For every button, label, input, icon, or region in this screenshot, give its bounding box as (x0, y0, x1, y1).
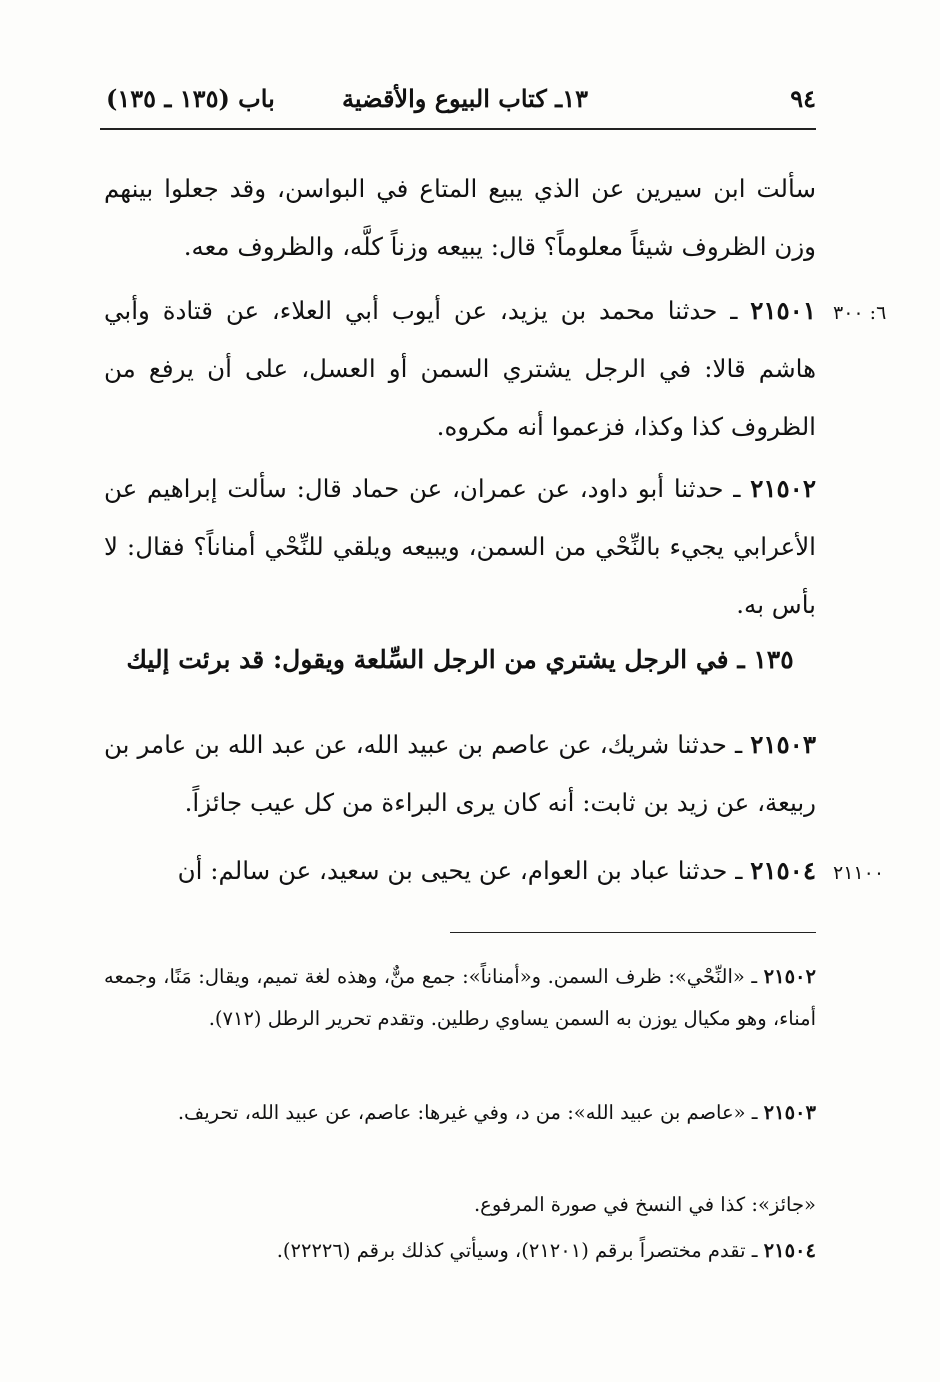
hadith-21503 (104, 716, 816, 832)
section-title: ١٣٥ ـ في الرجل يشتري من الرجل السِّلعة ويقول: قد برئت إليك (126, 645, 794, 674)
footnote-text: «جائز»: كذا في النسخ في صورة المرفوع. (473, 1193, 816, 1216)
page-header (100, 84, 816, 124)
footnote-rule (450, 932, 816, 933)
footnote (104, 1230, 816, 1272)
header-rule (100, 128, 816, 130)
paragraph-text: ـ حدثنا عباد بن العوام، عن يحيى بن سعيد، عن سالم: أن (177, 856, 751, 885)
book-title: ١٣ـ كتاب البيوع والأقضية (342, 84, 588, 113)
hadith-number: ٢١٥٠٣ (750, 730, 816, 759)
footnote-number: ٢١٥٠٣ (763, 1101, 816, 1124)
footnote-text: ـ «عاصم بن عبيد الله»: من د، وفي غيرها: عاصم، عن عبيد الله، تحريف. (177, 1101, 764, 1124)
paragraph-text: ـ حدثنا أبو داود، عن عمران، عن حماد قال: سألت إبراهيم عن الأعرابي يجيء بالنِّحْي من السمن، ويبيعه ويلقي للنِّحْي أمناناً؟ فقال: لا بأس به. (104, 474, 816, 619)
footnote-text: ـ تقدم مختصراً برقم (٢١٢٠١)، وسيأتي كذلك برقم (٢٢٢٢٦). (276, 1239, 764, 1262)
hadith-21504 (104, 842, 816, 900)
hadith-number: ٢١٥٠١ (750, 296, 816, 325)
margin-reference: ٦: ٣٠٠ (833, 302, 887, 324)
footnote-number: ٢١٥٠٢ (763, 965, 816, 988)
paragraph-text: سألت ابن سيرين عن الذي يبيع المتاع في البواسن، وقد جعلوا بينهم وزن الظروف شيئاً معلوماً؟ قال: يبيعه وزناً كلَّه، والظروف معه. (104, 174, 816, 261)
footnote-number: ٢١٥٠٤ (763, 1239, 816, 1262)
footnote (104, 956, 816, 1040)
page-number: ٩٤ (790, 84, 816, 113)
footnote (104, 1092, 816, 1134)
chapter-range: باب (١٣٥ ـ ١٣٥) (106, 84, 275, 113)
paragraph-continuation (104, 160, 816, 276)
paragraph-text: ـ حدثنا محمد بن يزيد، عن أيوب أبي العلاء، عن قتادة وأبي هاشم قالا: في الرجل يشتري السمن أو العسل، على أن يرفع من الظروف كذا وكذا، فزعموا أنه مكروه. (104, 296, 816, 441)
paragraph-text: ـ حدثنا شريك، عن عاصم بن عبيد الله، عن عبد الله بن عامر بن ربيعة، عن زيد بن ثابت: أنه كان يرى البراءة من كل عيب جائزاً. (104, 730, 816, 817)
footnote (104, 1184, 816, 1226)
hadith-21501 (104, 282, 816, 456)
hadith-number: ٢١٥٠٤ (750, 856, 816, 885)
hadith-21502 (104, 460, 816, 634)
footnote-text: ـ «النِّحْي»: ظرف السمن. و«أمناناً»: جمع منٌّ، وهذه لغة تميم، ويقال: مَنًا، وجمعه أمناء، وهو مكيال يوزن به السمن يساوي رطلين. وتقدم تحرير الرطل (٧١٢). (104, 965, 816, 1030)
hadith-number: ٢١٥٠٢ (750, 474, 816, 503)
margin-reference: ٢١١٠٠ (833, 862, 885, 884)
